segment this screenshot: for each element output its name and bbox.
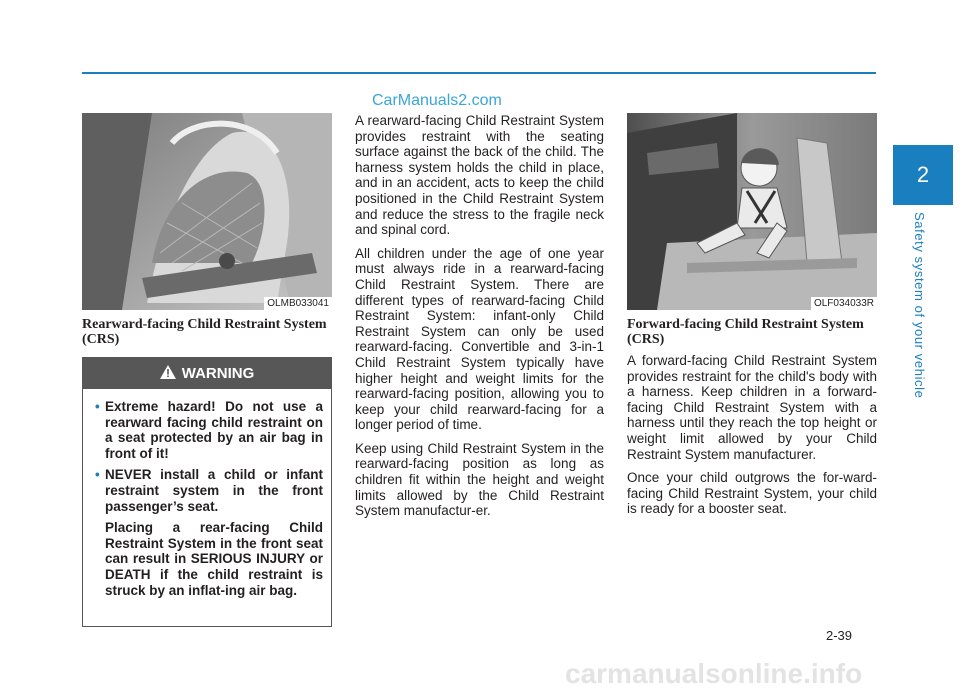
rearward-child-seat-photo <box>82 113 332 310</box>
chapter-tab <box>893 145 953 205</box>
paragraph: Keep using Child Restraint System in the rearward-facing position as long as children fit within the height and weight limits allowed by the Child Restraint System manufactur-er. <box>355 440 604 519</box>
chapter-number: 2 <box>916 162 930 187</box>
warning-title: WARNING <box>181 365 255 382</box>
warning-body <box>83 389 331 598</box>
figure-code-left: OLMB033041 <box>264 297 332 310</box>
header-rule <box>82 72 876 74</box>
rearward-seat-illustration <box>82 113 332 310</box>
bullet-icon: • <box>95 467 100 483</box>
forward-heading: Forward-facing Child Restraint System (CRS) <box>627 317 864 347</box>
forward-text-column <box>627 353 877 525</box>
watermark-top[interactable]: CarManuals2.com <box>372 92 502 109</box>
warning-continuation: Placing a rear-facing Child Restraint System in the front seat can result in SERIOUS INJURY or DEATH if the child restraint is struck by an inflat-ing air bag. <box>105 520 323 598</box>
warning-item-text: Extreme hazard! Do not use a rearward facing child restraint on a seat protected by an air bag in front of it! <box>105 399 323 461</box>
warning-item-text: NEVER install a child or infant restraint system in the front passenger’s seat. <box>105 467 323 514</box>
warning-item <box>95 399 323 461</box>
rearward-heading: Rearward-facing Child Restraint System (CRS) <box>82 317 327 347</box>
chapter-title: Safety system of your vehicle <box>912 212 927 399</box>
forward-seat-illustration <box>627 113 877 310</box>
warning-item <box>95 467 323 514</box>
paragraph: A forward-facing Child Restraint System provides restraint for the child's body with a harness. Keep children in a forward-facing Child Restraint System with a harness until they reach the top height or weight limit allowed by your Child Restraint System manufacturer. <box>627 353 877 462</box>
paragraph: Once your child outgrows the for-ward-facing Child Restraint System, your child is ready for a booster seat. <box>627 470 877 517</box>
figure-code-right: OLF034033R <box>811 297 877 310</box>
bullet-icon: • <box>95 399 100 414</box>
warning-triangle-icon <box>160 359 176 390</box>
paragraph: All children under the age of one year must always ride in a rearward-facing Child Restraint System. There are different types of rearward-facing Child Restraint System: infant-only Child Restraint System can only be used rearward-facing. Convertible and 3-in-1 Child Restraint System typically have higher height and weight limits for the rearward-facing position, allowing you to keep your child rearward-facing for a longer period of time. <box>355 245 604 433</box>
paragraph: A rearward-facing Child Restraint System provides restraint with the seating surface against the back of the child. The harness system holds the child in place, and in an accident, acts to keep the child positioned in the Child Restraint System and reduce the stress to the fragile neck and spinal cord. <box>355 113 604 238</box>
rearward-text-column <box>355 113 604 527</box>
watermark-bottom[interactable]: carmanualsonline.info <box>565 658 863 689</box>
warning-header <box>83 358 331 389</box>
forward-child-seat-photo <box>627 113 877 310</box>
warning-box <box>82 357 332 627</box>
page-number: 2-39 <box>826 628 853 643</box>
